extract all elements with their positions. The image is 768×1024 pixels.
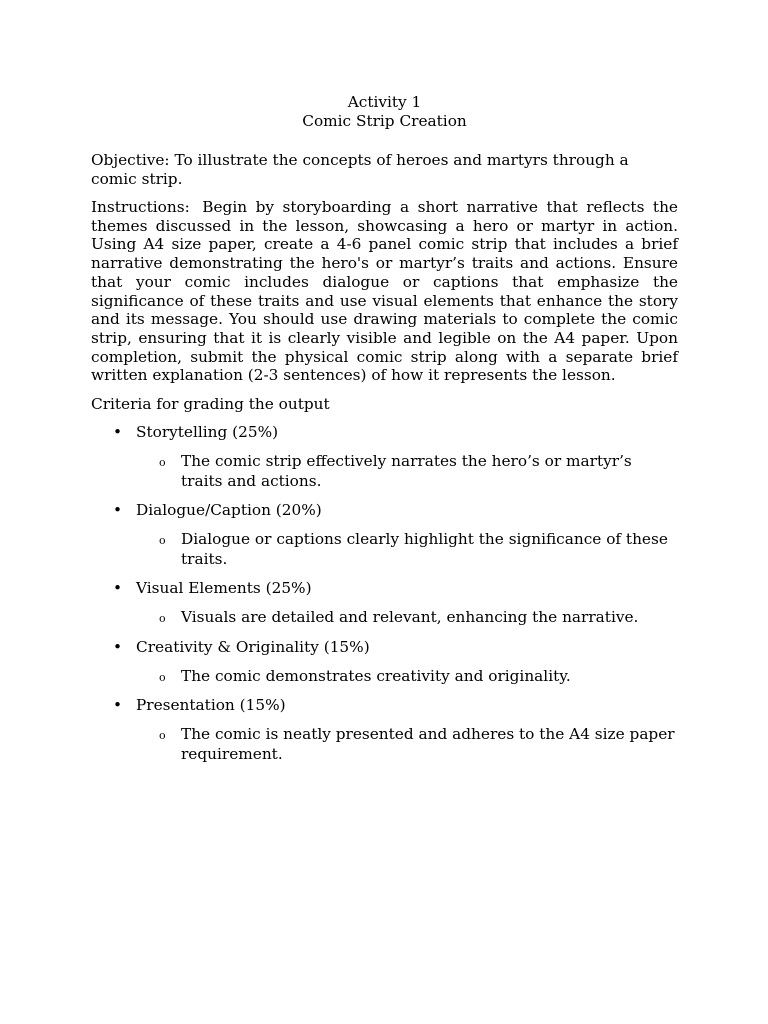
- criterion-visual-elements: [91, 579, 678, 598]
- criterion-item: [91, 501, 678, 569]
- objective-text: Objective: To illustrate the concepts of heroes and martyrs through a comic strip.: [91, 151, 629, 188]
- criterion-name: Storytelling (25%): [136, 423, 279, 442]
- criterion-description: [91, 530, 678, 569]
- circle-bullet-icon: o: [159, 456, 166, 470]
- bullet-icon: •: [113, 637, 123, 656]
- criterion-description-text: The comic demonstrates creativity and originality.: [181, 666, 571, 685]
- bullet-icon: •: [113, 696, 123, 715]
- criterion-description: [91, 725, 678, 764]
- criterion-name: Visual Elements (25%): [136, 579, 312, 598]
- criterion-description: [91, 452, 678, 491]
- criterion-name: Presentation (15%): [136, 696, 286, 715]
- circle-bullet-icon: o: [159, 670, 166, 684]
- circle-bullet-icon: o: [159, 729, 166, 743]
- criterion-description: [91, 608, 678, 628]
- criterion-name: Creativity & Originality (15%): [136, 637, 370, 656]
- activity-title: Comic Strip Creation: [302, 112, 467, 130]
- instructions-label: Instructions:: [91, 198, 190, 216]
- bullet-icon: •: [113, 579, 123, 598]
- criterion-presentation: [91, 696, 678, 715]
- circle-bullet-icon: o: [159, 612, 166, 626]
- criterion-name: Dialogue/Caption (20%): [136, 501, 322, 520]
- criterion-description-text: Visuals are detailed and relevant, enhancing the narrative.: [181, 608, 639, 627]
- document-page: [91, 93, 678, 774]
- instructions-text: Begin by storyboarding a short narrative that reflects the themes discussed in the lesson, showcasing a hero or martyr in action. Using A4 size paper, create a 4-6 panel comic strip that includes a brief narrative demonstrating the hero's or martyr’s traits and actions. Ensure that your comic includes dialogue or captions that emphasize the significance of these traits and use visual elements that enhance the story and its message. You should use drawing materials to complete the comic strip, ensuring that it is clearly visible and legible on the A4 paper. Upon completion, submit the physical comic strip along with a separate brief written explanation (2-3 sentences) of how it represents the lesson.: [91, 198, 678, 385]
- criteria-list: [91, 423, 678, 764]
- criterion-storytelling: [91, 423, 678, 442]
- criterion-description-text: The comic is neatly presented and adheres to the A4 size paper requirement.: [181, 725, 675, 763]
- criteria-heading: Criteria for grading the output: [91, 395, 330, 414]
- criterion-item: [91, 423, 678, 491]
- circle-bullet-icon: o: [159, 534, 166, 548]
- title-block: [91, 93, 678, 131]
- bullet-icon: •: [113, 501, 123, 520]
- criterion-description-text: Dialogue or captions clearly highlight the significance of these traits.: [181, 530, 668, 568]
- criterion-description-text: The comic strip effectively narrates the hero’s or martyr’s traits and actions.: [181, 452, 632, 490]
- criterion-dialogue-caption: [91, 501, 678, 520]
- criterion-item: [91, 696, 678, 764]
- activity-number: Activity 1: [347, 93, 422, 111]
- criterion-item: [91, 579, 678, 628]
- criterion-creativity-originality: [91, 638, 678, 657]
- criterion-description: [91, 667, 678, 687]
- criterion-item: [91, 638, 678, 687]
- instructions-paragraph: [91, 198, 678, 385]
- bullet-icon: •: [113, 423, 123, 442]
